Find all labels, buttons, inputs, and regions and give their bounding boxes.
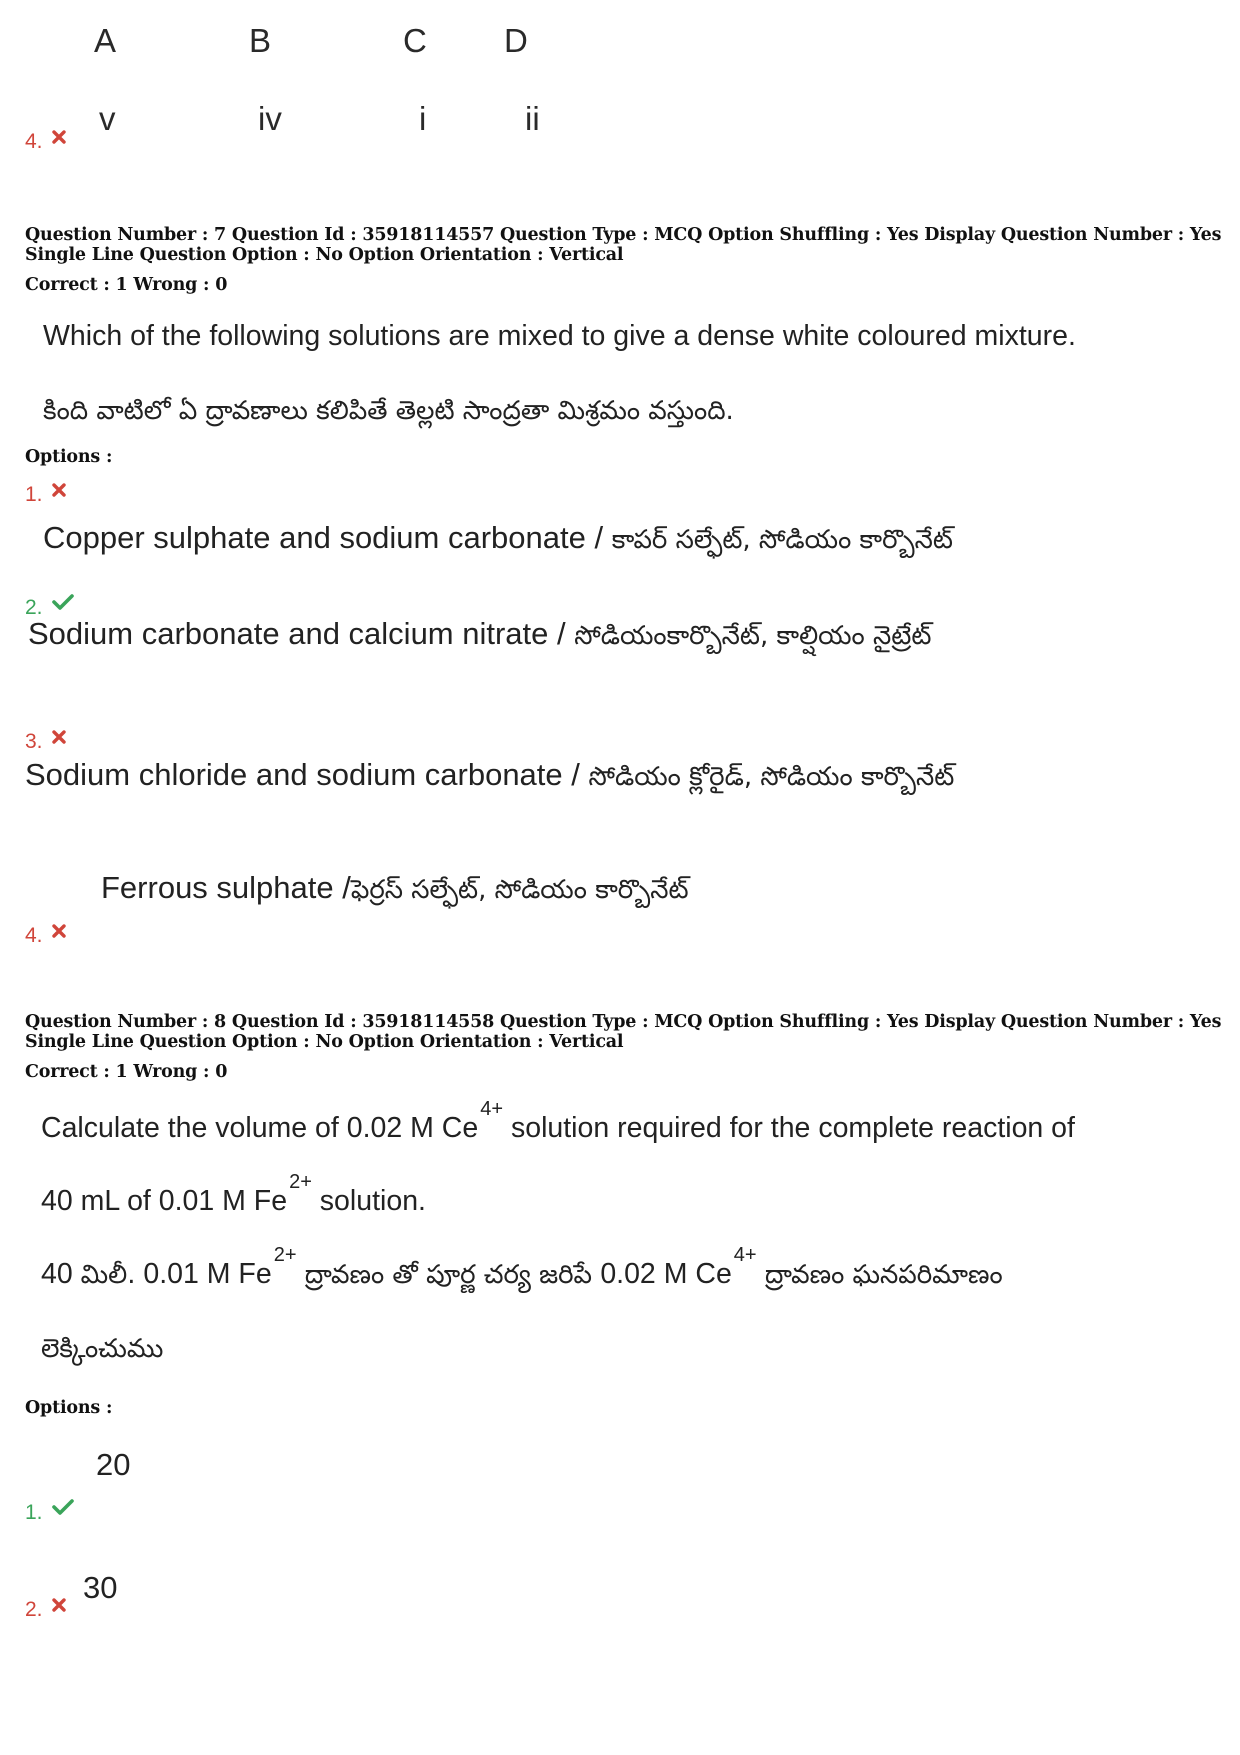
question-meta-line-1: Question Number : 8 Question Id : 35918114558 Question Type : MCQ Option Shuffling : Yes Display Question Number : Yes xyxy=(25,1012,1222,1032)
question-text-telugu: కింది వాటిలో ఏ ద్రావణాలు కలిపితే తెల్లటి సాంద్రతా మిశ్రమం వస్తుంది. xyxy=(43,396,734,426)
question-text-line-4: లెక్కించుము xyxy=(41,1334,164,1364)
options-label: Options : xyxy=(25,1398,113,1418)
question-marks: Correct : 1 Wrong : 0 xyxy=(25,275,228,295)
option-number: 4. xyxy=(25,920,66,948)
question-meta-line-1: Question Number : 7 Question Id : 35918114557 Question Type : MCQ Option Shuffling : Yes Display Question Number : Yes xyxy=(25,225,1222,245)
match-value-d: ii xyxy=(525,100,540,137)
question-marks: Correct : 1 Wrong : 0 xyxy=(25,1062,228,1082)
option-4-text: Ferrous sulphate /ఫెర్రస్ సల్ఫేట్, సోడియం కార్బొనేట్ xyxy=(101,870,689,905)
option-3-text: Sodium chloride and sodium carbonate / సోడియం క్లోరైడ్, సోడియం కార్బొనేట్ xyxy=(25,757,955,792)
question-text-line-3: 40 మిలీ. 0.01 M $Fe^{2+}$ ద్రావణం తో పూర్ణ చర్య జరిపే 0.02 M $Ce^{4+}$ ద్రావణం ఘనపరిమాణం xyxy=(41,1244,1003,1290)
option-number: 2. xyxy=(25,1594,66,1622)
question-meta-line-2: Single Line Question Option : No Option Orientation : Vertical xyxy=(25,245,624,265)
option-number: 4. xyxy=(25,126,66,154)
column-header-b: B xyxy=(249,22,272,59)
column-header-d: D xyxy=(504,22,528,59)
option-1-value: 20 xyxy=(96,1447,131,1482)
option-1-text: Copper sulphate and sodium carbonate / కాపర్ సల్ఫేట్, సోడియం కార్బొనేట్ xyxy=(43,520,953,555)
question-meta-line-2: Single Line Question Option : No Option Orientation : Vertical xyxy=(25,1032,624,1052)
option-number: 3. xyxy=(25,726,66,754)
option-2-value: 30 xyxy=(83,1570,118,1605)
wrong-cross-icon xyxy=(52,479,66,503)
correct-check-icon xyxy=(52,1497,74,1521)
options-label: Options : xyxy=(25,447,113,467)
option-2-text: Sodium carbonate and calcium nitrate / సోడియంకార్బొనేట్, కాల్షియం నైట్రేట్ xyxy=(28,616,932,651)
column-header-c: C xyxy=(403,22,427,59)
correct-check-icon xyxy=(52,592,74,616)
option-number: 1. xyxy=(25,479,66,507)
wrong-cross-icon xyxy=(52,726,66,750)
question-text-line-1: Calculate the volume of 0.02 M $Ce^{4+}$ solution required for the complete reaction of xyxy=(41,1098,1075,1144)
match-value-c: i xyxy=(419,100,427,137)
option-number: 2. xyxy=(25,592,74,620)
match-value-a: v xyxy=(99,100,116,137)
question-text-line-2: 40 mL of 0.01 M $Fe^{2+}$ solution. xyxy=(41,1171,426,1217)
match-value-b: iv xyxy=(258,100,282,137)
wrong-cross-icon xyxy=(52,126,66,150)
column-header-a: A xyxy=(94,22,117,59)
question-text-english: Which of the following solutions are mixed to give a dense white coloured mixture. xyxy=(43,320,1076,352)
wrong-cross-icon xyxy=(52,1594,66,1618)
option-number: 1. xyxy=(25,1497,74,1525)
wrong-cross-icon xyxy=(52,920,66,944)
